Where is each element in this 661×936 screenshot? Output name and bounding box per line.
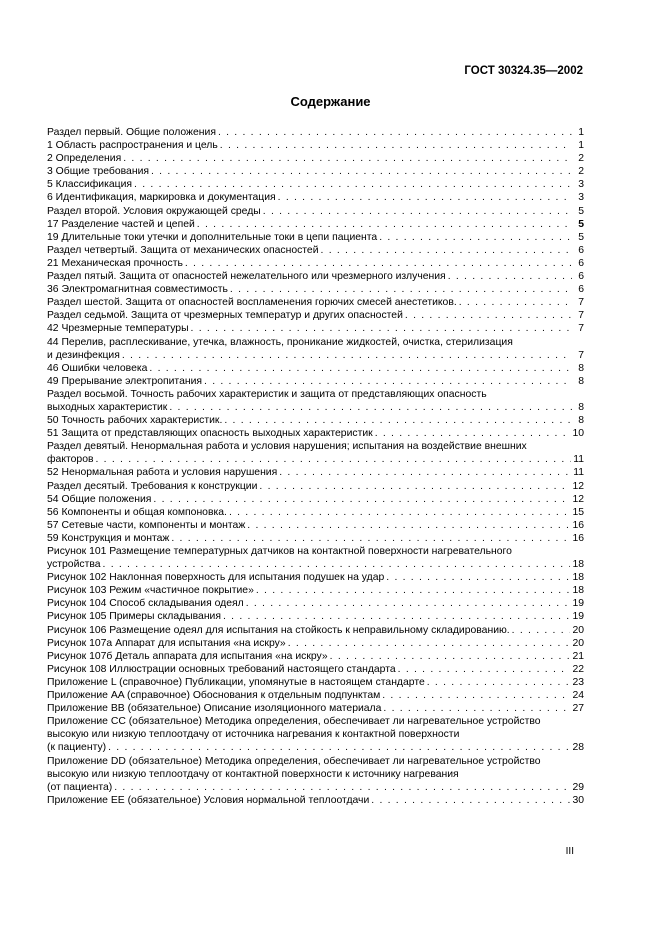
toc-entry-page: 3 (578, 192, 584, 204)
toc-entry-title: Рисунок 106 Размещение одеял для испытания на стойкость к неправильному складированию. (47, 624, 510, 636)
toc-entry-title: 6 Идентификация, маркировка и документация (47, 192, 276, 204)
dot-leader (153, 493, 570, 506)
toc-entry[interactable] (47, 375, 584, 388)
toc-entry-line: Раздел девятый. Ненормальная работа и условия нарушения; испытания на воздействие внешних (47, 441, 527, 453)
dot-leader (149, 362, 572, 375)
toc-entry-title: Рисунок 108 Иллюстрации основных требований настоящего стандарта (47, 663, 396, 675)
toc-entry[interactable] (47, 218, 584, 231)
toc-entry[interactable] (47, 231, 584, 244)
toc-entry-title: Приложение L (справочное) Публикации, упомянутые в настоящем стандарте (47, 676, 425, 688)
toc-entry[interactable] (47, 624, 584, 637)
toc-entry-page: 28 (572, 742, 584, 754)
toc-entry[interactable] (47, 689, 584, 702)
toc-entry-page: 5 (578, 231, 584, 243)
toc-entry[interactable] (47, 362, 584, 375)
dot-leader (103, 558, 571, 571)
toc-entry[interactable] (47, 466, 584, 479)
dot-leader (197, 218, 572, 231)
dot-leader (375, 427, 571, 440)
page-number: III (565, 846, 574, 857)
toc-entry-line: 44 Перелив, расплескивание, утечка, влажность, проникание жидкостей, очистка, стерилизация (47, 336, 513, 348)
toc-entry-title: Рисунок 104 Способ складывания одеял (47, 598, 244, 610)
toc-entry-title: Раздел шестой. Защита от опасностей воспламенения горючих смесей анестетиков. (47, 297, 457, 309)
toc-entry-page: 16 (572, 532, 584, 544)
toc-entry-title: Раздел первый. Общие положения (47, 127, 216, 138)
toc-entry-title: 46 Ошибки человека (47, 362, 148, 374)
toc-entry[interactable] (47, 309, 584, 322)
table-of-contents (47, 126, 584, 807)
toc-entry-title: 54 Общие положения (47, 493, 152, 505)
toc-entry[interactable] (47, 139, 584, 152)
toc-entry-title: 21 Механическая прочность (47, 257, 183, 269)
dot-leader (220, 139, 572, 152)
dot-leader (512, 624, 571, 637)
toc-entry[interactable] (47, 414, 584, 427)
dot-leader (288, 637, 571, 650)
toc-entry-title: Раздел седьмой. Защита от чрезмерных температур и других опасностей (47, 310, 403, 322)
toc-entry-page: 12 (572, 480, 584, 492)
toc-entry-page: 20 (572, 637, 584, 649)
toc-entry[interactable] (47, 270, 584, 283)
toc-entry-title: 51 Защита от представляющих опасность выходных характеристик (47, 428, 373, 440)
toc-entry-page: 1 (578, 140, 584, 152)
toc-entry-title: выходных характеристик (47, 401, 168, 413)
dot-leader (169, 401, 572, 414)
toc-entry[interactable] (47, 637, 584, 650)
dot-leader (371, 794, 570, 807)
dot-leader (279, 466, 571, 479)
toc-entry-page: 6 (578, 244, 584, 256)
toc-entry-title: 50 Точность рабочих характеристик. (47, 415, 223, 427)
dot-leader (122, 349, 572, 362)
toc-entry[interactable] (47, 597, 584, 610)
toc-entry-page: 5 (578, 218, 584, 230)
dot-leader (108, 741, 570, 754)
toc-entry-title: Приложение AA (справочное) Обоснования к отдельным подпунктам (47, 690, 381, 702)
toc-entry-title: Раздел пятый. Защита от опасностей нежелательного или чрезмерного излучения (47, 271, 446, 283)
dot-leader (278, 191, 572, 204)
toc-entry-page: 19 (572, 598, 584, 610)
dot-leader (386, 571, 570, 584)
toc-entry-line: Раздел восьмой. Точность рабочих характеристик и защита от представляющих опасность (47, 388, 487, 400)
toc-entry-title: факторов (47, 454, 94, 466)
toc-entry-line: Приложение CC (обязательное) Методика определения, обеспечивает ли нагревательное устройство (47, 716, 541, 728)
toc-entry-title: Приложение BB (обязательное) Описание изоляционного материала (47, 703, 382, 715)
toc-entry-page: 3 (578, 179, 584, 191)
toc-entry-page: 1 (578, 127, 584, 138)
dot-leader (204, 375, 572, 388)
toc-entry-page: 20 (572, 624, 584, 636)
toc-entry-page: 7 (578, 310, 584, 322)
dot-leader (247, 519, 570, 532)
toc-entry-title: 42 Чрезмерные температуры (47, 323, 189, 335)
toc-entry-line: Приложение DD (обязательное) Методика определения, обеспечивает ли нагревательное устройство (47, 755, 541, 767)
toc-entry[interactable] (47, 126, 584, 139)
toc-entry-page: 6 (578, 284, 584, 296)
toc-entry[interactable] (47, 257, 584, 270)
toc-entry-page: 7 (578, 349, 584, 361)
toc-entry-page: 12 (572, 493, 584, 505)
toc-entry-title: и дезинфекция (47, 349, 120, 361)
toc-entry-title: устройства (47, 559, 101, 571)
toc-entry-page: 18 (572, 559, 584, 571)
page-title: Содержание (290, 94, 371, 109)
toc-entry-title: Рисунок 102 Наклонная поверхность для испытания подушек на удар (47, 572, 385, 584)
toc-entry[interactable] (47, 650, 584, 663)
toc-entry-page: 27 (572, 703, 584, 715)
dot-leader (246, 597, 571, 610)
dot-leader (151, 165, 572, 178)
dot-leader (459, 296, 572, 309)
toc-entry-title: Раздел второй. Условия окружающей среды (47, 205, 261, 217)
dot-leader (96, 453, 572, 466)
toc-entry-page: 16 (572, 519, 584, 531)
dot-leader (191, 322, 572, 335)
toc-entry-page: 7 (578, 323, 584, 335)
dot-leader (134, 178, 572, 191)
toc-entry[interactable] (47, 545, 584, 571)
toc-entry-page: 18 (572, 572, 584, 584)
toc-entry-page: 7 (578, 297, 584, 309)
dot-leader (218, 126, 572, 139)
toc-entry[interactable] (47, 296, 584, 309)
dot-leader (171, 532, 570, 545)
dot-leader (382, 689, 570, 702)
toc-entry-page: 6 (578, 257, 584, 269)
toc-entry-page: 8 (578, 362, 584, 374)
toc-entry[interactable] (47, 493, 584, 506)
toc-entry-page: 2 (578, 153, 584, 165)
toc-entry-title: Раздел четвертый. Защита от механических опасностей (47, 244, 319, 256)
toc-entry-title: Рисунок 103 Режим «частичное покрытие» (47, 585, 254, 597)
toc-entry-page: 8 (578, 375, 584, 387)
toc-entry-title: 57 Сетевые части, компоненты и монтаж (47, 519, 246, 531)
toc-entry-title: Рисунок 107а Аппарат для испытания «на искру» (47, 637, 286, 649)
toc-entry[interactable] (47, 336, 584, 362)
toc-entry-title: 2 Определения (47, 153, 122, 165)
toc-entry-title: 3 Общие требования (47, 166, 149, 178)
dot-leader (230, 283, 572, 296)
toc-entry-title: 56 Компоненты и общая компоновка. (47, 506, 227, 518)
toc-entry-title: 17 Разделение частей и цепей (47, 218, 195, 230)
toc-entry[interactable] (47, 519, 584, 532)
toc-entry-page: 22 (572, 663, 584, 675)
dot-leader (379, 231, 572, 244)
toc-entry[interactable] (47, 244, 584, 257)
toc-entry[interactable] (47, 152, 584, 165)
toc-entry[interactable] (47, 676, 584, 689)
toc-entry-page: 24 (572, 690, 584, 702)
toc-entry-title: 36 Электромагнитная совместимость (47, 284, 228, 296)
toc-entry[interactable] (47, 571, 584, 584)
toc-entry-page: 8 (578, 415, 584, 427)
dot-leader (223, 610, 570, 623)
toc-entry-title: 52 Ненормальная работа и условия нарушения (47, 467, 278, 479)
toc-entry-title: Рисунок 105 Примеры складывания (47, 611, 221, 623)
dot-leader (405, 309, 572, 322)
toc-entry-title: Рисунок 107б Деталь аппарата для испытания «на искру» (47, 650, 328, 662)
toc-entry-page: 18 (572, 585, 584, 597)
dot-leader (448, 270, 572, 283)
toc-entry-title: 59 Конструкция и монтаж (47, 532, 170, 544)
toc-entry[interactable] (47, 715, 584, 754)
toc-entry-page: 10 (572, 428, 584, 440)
toc-entry-page: 11 (573, 467, 584, 479)
toc-entry-page: 30 (572, 794, 584, 806)
toc-entry-page: 11 (573, 454, 584, 466)
dot-leader (383, 702, 570, 715)
toc-entry[interactable] (47, 191, 584, 204)
dot-leader (427, 676, 571, 689)
dot-leader (123, 152, 572, 165)
dot-leader (185, 257, 572, 270)
toc-entry-title: (к пациенту) (47, 742, 107, 754)
toc-entry-page: 2 (578, 166, 584, 178)
toc-entry-page: 6 (578, 271, 584, 283)
toc-entry[interactable] (47, 663, 584, 676)
toc-entry-title: 49 Прерывание электропитания (47, 375, 203, 387)
toc-entry[interactable] (47, 388, 584, 414)
document-code: ГОСТ 30324.35—2002 (464, 65, 583, 77)
toc-entry[interactable] (47, 584, 584, 597)
toc-entry-line: Рисунок 101 Размещение температурных датчиков на контактной поверхности нагревательного (47, 546, 512, 557)
toc-entry-title: 5 Классификация (47, 179, 133, 191)
toc-entry[interactable] (47, 794, 584, 807)
toc-entry-line: высокую или низкую теплоотдачу от источника нагревания к контактной поверхности (47, 729, 460, 741)
toc-entry[interactable] (47, 283, 584, 296)
toc-entry-page: 21 (572, 650, 584, 662)
toc-entry[interactable] (47, 702, 584, 715)
toc-entry[interactable] (47, 755, 584, 794)
toc-entry[interactable] (47, 205, 584, 218)
toc-entry-title: 1 Область распространения и цель (47, 140, 218, 152)
dot-leader (114, 781, 570, 794)
toc-entry-page: 5 (578, 205, 584, 217)
toc-entry[interactable] (47, 178, 584, 191)
toc-entry[interactable] (47, 480, 584, 493)
dot-leader (229, 506, 571, 519)
toc-entry-page: 15 (572, 506, 584, 518)
toc-entry-page: 8 (578, 401, 584, 413)
toc-entry[interactable] (47, 440, 584, 466)
dot-leader (398, 663, 571, 676)
dot-leader (259, 480, 570, 493)
toc-entry[interactable] (47, 427, 584, 440)
toc-entry-page: 29 (572, 781, 584, 793)
toc-entry-page: 19 (572, 611, 584, 623)
toc-entry-title: Раздел десятый. Требования к конструкции (47, 480, 258, 492)
dot-leader (256, 584, 571, 597)
toc-entry-title: (от пациента) (47, 781, 113, 793)
toc-entry-title: 19 Длительные токи утечки и дополнительные токи в цепи пациента (47, 231, 378, 243)
dot-leader (321, 244, 572, 257)
toc-entry[interactable] (47, 532, 584, 545)
toc-entry[interactable] (47, 506, 584, 519)
dot-leader (263, 205, 572, 218)
dot-leader (224, 414, 572, 427)
toc-entry[interactable] (47, 322, 584, 335)
dot-leader (330, 650, 571, 663)
toc-entry-page: 23 (572, 676, 584, 688)
toc-entry-title: Приложение EE (обязательное) Условия нормальной теплоотдачи (47, 794, 370, 806)
toc-entry[interactable] (47, 610, 584, 623)
toc-entry-line: высокую или низкую теплоотдачу от контактной поверхности к источнику нагревания (47, 768, 459, 780)
toc-entry[interactable] (47, 165, 584, 178)
